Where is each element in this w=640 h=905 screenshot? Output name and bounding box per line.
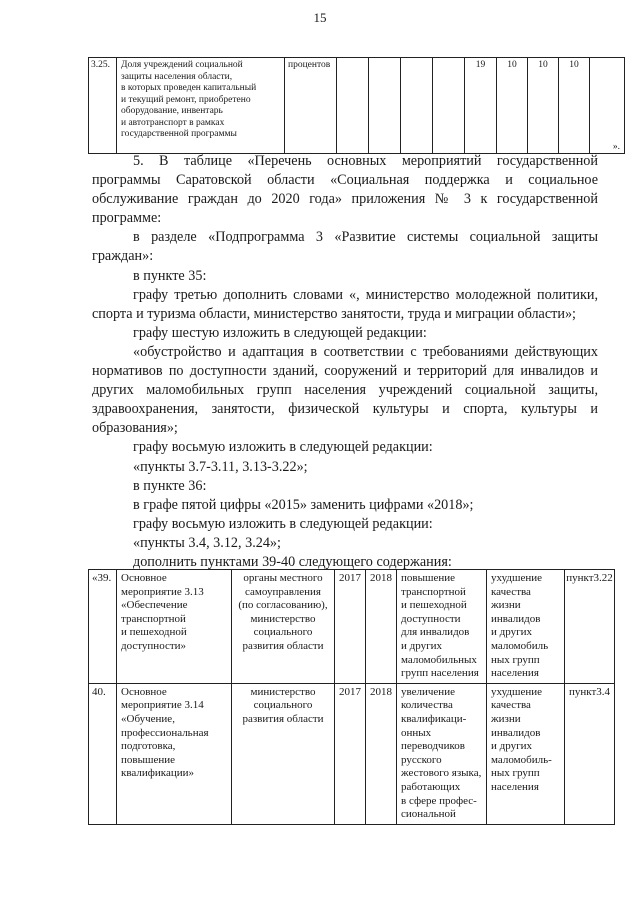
non-implementation-effect-line: и других	[491, 626, 532, 639]
amendment-text	[92, 152, 598, 572]
table-row	[89, 570, 615, 684]
expected-result-line: сиональной	[401, 808, 456, 821]
value-cell	[337, 58, 369, 154]
start-year: 2017	[335, 683, 366, 824]
paragraph: в разделе «Подпрограмма 3 «Развитие системы социальной защиты граждан»:	[92, 229, 598, 265]
expected-result-line: групп населения	[401, 667, 479, 680]
paragraph: в графе пятой цифры «2015» заменить цифрами «2018»;	[133, 496, 474, 513]
value-cell: 10	[528, 58, 559, 154]
expected-result-line: работающих	[401, 780, 461, 793]
measure-executor-line: министерство	[250, 685, 316, 698]
measure-executor-line: социального	[253, 626, 313, 639]
measure-name-line: Основное	[121, 572, 167, 584]
related-indicator	[565, 570, 615, 684]
expected-result-line: транспортной	[401, 585, 466, 598]
expected-result-line: онных	[401, 726, 432, 739]
measure-executor-line: министерство	[250, 612, 316, 625]
related-indicator-line: пункт	[568, 685, 597, 698]
non-implementation-effect-line: жизни	[491, 599, 521, 612]
table-row	[89, 683, 615, 824]
end-year: 2018	[366, 570, 397, 684]
expected-result-line: количества	[401, 699, 453, 712]
paragraph: «пункты 3.4, 3.12, 3.24»;	[133, 534, 281, 551]
expected-result-line: в сфере профес-	[401, 794, 477, 807]
measure-name-line: мероприятие 3.13	[121, 585, 204, 598]
expected-result-line: жестового языка,	[401, 767, 482, 780]
measure-executor-line: органы местного	[243, 572, 323, 584]
non-implementation-effect-line: инвалидов	[491, 726, 541, 739]
start-year: 2017	[335, 570, 366, 684]
closing-quote: ».	[612, 141, 620, 152]
description-line: оборудование, инвентарь	[121, 106, 223, 116]
measure-executor-line: (по согласованию),	[238, 599, 328, 612]
expected-result-line: и пешеходной	[401, 599, 467, 612]
related-indicator	[565, 683, 615, 824]
expected-result-line: переводчиков	[401, 740, 465, 753]
measure-name-line: доступности»	[121, 639, 187, 652]
non-implementation-effect-line: качества	[491, 585, 531, 598]
expected-result-line: маломобильных	[401, 653, 477, 666]
measure-name-line: повышение	[121, 753, 175, 766]
measures-table	[88, 569, 615, 825]
description-line: и текущий ремонт, приобретено	[121, 94, 251, 105]
value-cell: 10	[497, 58, 528, 154]
description-line: и автотранспорт в рамках	[121, 117, 225, 128]
non-implementation-effect-line: маломобиль	[491, 639, 549, 652]
measure-name-line: «Обучение,	[121, 712, 175, 725]
value-cell	[433, 58, 465, 154]
non-implementation-effect-line: ных групп	[491, 653, 540, 666]
value-cell	[401, 58, 433, 154]
non-implementation-effect-line: населения	[491, 667, 539, 680]
value-cell	[369, 58, 401, 154]
non-implementation-effect-line: и других	[491, 740, 532, 753]
measure-executor-line: самоуправления	[245, 585, 321, 598]
description-line: защиты населения области,	[121, 71, 233, 82]
paragraph: «пункты 3.7-3.11, 3.13-3.22»;	[133, 458, 308, 475]
table-row	[89, 58, 625, 154]
description-line: в которых проведен капитальный	[121, 83, 257, 93]
row-number: 3.25.	[89, 58, 117, 154]
expected-result-line: и других	[401, 639, 442, 652]
non-implementation-effect-line: ухудшение	[491, 685, 542, 698]
expected-result-line: увеличение	[401, 685, 455, 698]
measure-number: «39.	[89, 570, 117, 684]
measure-name-line: профессиональная	[121, 726, 209, 739]
non-implementation-effect-line: ухудшение	[491, 572, 542, 584]
end-year: 2018	[366, 683, 397, 824]
expected-result-line: доступности	[401, 612, 461, 625]
measure-name-line: квалификации»	[121, 767, 194, 780]
measure-name-line: подготовка,	[121, 740, 176, 753]
value-cell: 10	[559, 58, 590, 154]
non-implementation-effect-line: ных групп	[491, 767, 540, 780]
paragraph: графу восьмую изложить в следующей редакции:	[133, 515, 433, 532]
measure-name-line: мероприятие 3.14	[121, 699, 204, 712]
paragraph: дополнить пунктами 39-40 следующего содержания:	[133, 553, 452, 570]
measure-executor-line: развития области	[242, 712, 324, 725]
non-implementation-effect-line: качества	[491, 699, 531, 712]
non-implementation-effect-line: маломобиль-	[491, 753, 552, 766]
paragraph: графу шестую изложить в следующей редакции:	[133, 324, 427, 341]
unit-cell: процентов	[285, 58, 337, 154]
non-implementation-effect-line: инвалидов	[491, 612, 541, 625]
paragraph: в пункте 35:	[133, 267, 207, 284]
expected-result-line: для инвалидов	[401, 626, 470, 639]
description-line: Доля учреждений социальной	[121, 60, 243, 70]
measure-name	[117, 683, 232, 824]
measure-name-line: «Обеспечение	[121, 599, 188, 612]
expected-result	[397, 683, 487, 824]
indicators-table	[88, 57, 625, 154]
measure-name	[117, 570, 232, 684]
page-number: 15	[313, 10, 327, 25]
measure-name-line: Основное	[121, 685, 167, 698]
closing-cell	[590, 58, 625, 154]
measure-number: 40.	[89, 683, 117, 824]
paragraph: «обустройство и адаптация в соответствии с требованиями действующих нормативов по доступности зданий, сооружений и территорий для инвалидов и других маломобильных групп населения учреждений социальной защиты, здравоохранения, занятости, физической культуры и спорта, культуры и образования»;	[92, 343, 598, 437]
expected-result	[397, 570, 487, 684]
expected-result-line: квалификаци-	[401, 712, 467, 725]
non-implementation-effect	[487, 683, 565, 824]
measure-name-line: и пешеходной	[121, 626, 187, 639]
measure-executor	[232, 570, 335, 684]
related-indicator-line: 3.22	[593, 572, 613, 584]
measure-executor-line: развития области	[242, 639, 324, 652]
non-implementation-effect	[487, 570, 565, 684]
non-implementation-effect-line: жизни	[491, 712, 521, 725]
measure-executor-line: социального	[253, 699, 313, 712]
measure-executor	[232, 683, 335, 824]
non-implementation-effect-line: населения	[491, 780, 539, 793]
measure-name-line: транспортной	[121, 612, 186, 625]
description-line: государственной программы	[121, 129, 237, 139]
related-indicator-line: пункт	[566, 572, 594, 584]
paragraph: графу третью дополнить словами «, министерство молодежной политики, спорта и туризма области, министерство занятости, труда и миграции области»;	[92, 286, 598, 322]
paragraph: в пункте 36:	[133, 477, 207, 494]
paragraph: графу восьмую изложить в следующей редакции:	[133, 439, 433, 456]
related-indicator-line: 3.4	[596, 685, 611, 698]
indicator-description	[117, 58, 285, 154]
expected-result-line: русского	[401, 753, 442, 766]
expected-result-line: повышение	[401, 572, 455, 584]
value-cell: 19	[465, 58, 497, 154]
paragraph: 5. В таблице «Перечень основных мероприятий государственной программы Саратовской области «Социальная поддержка и социальное обслуживание граждан до 2020 года» приложения № 3 к государственной программе:	[92, 153, 598, 227]
